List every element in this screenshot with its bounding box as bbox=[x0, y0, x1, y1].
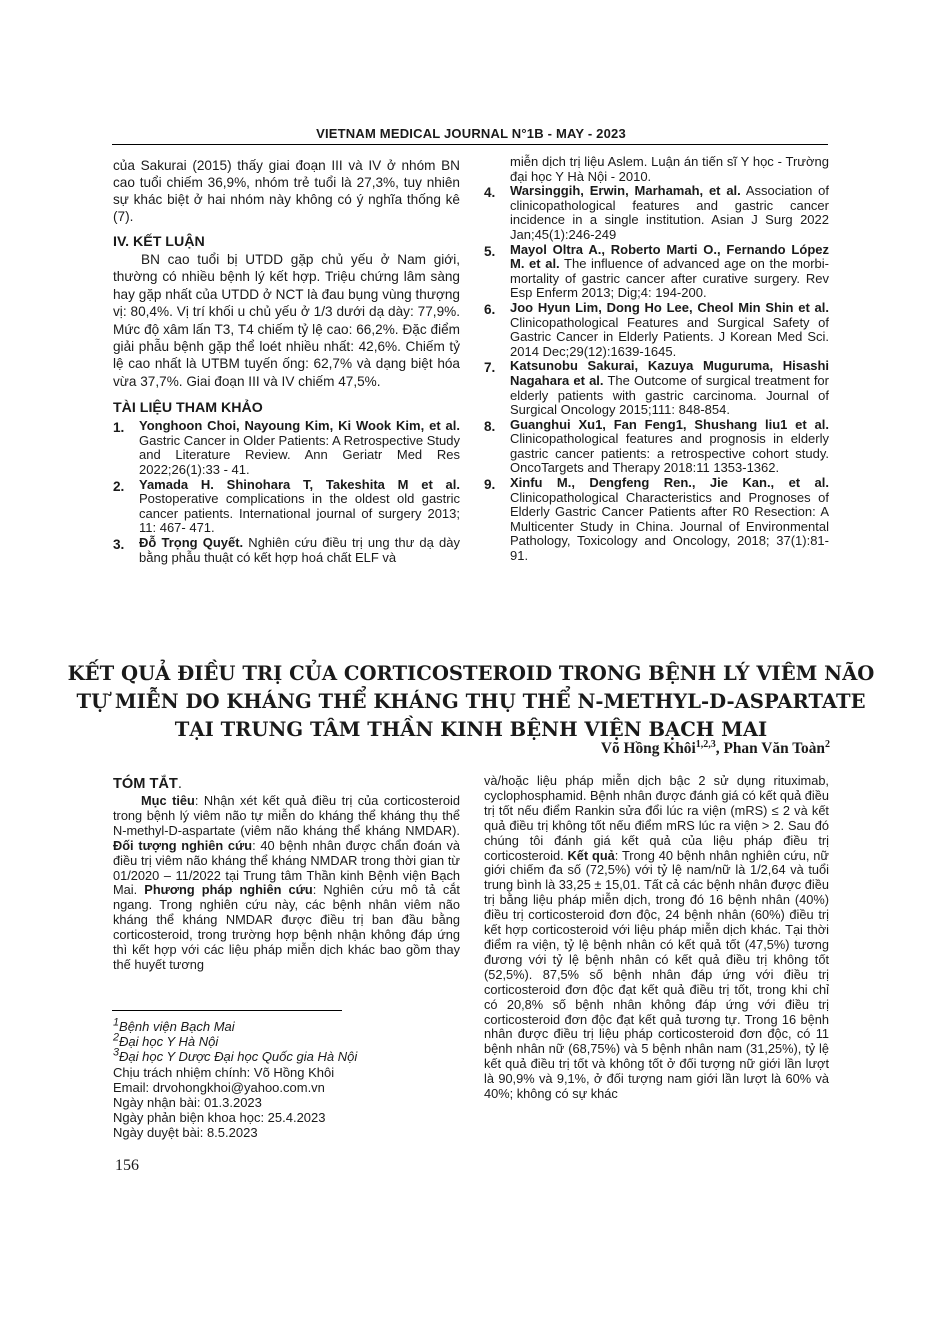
reference-item bbox=[484, 418, 829, 476]
reference-number: 2. bbox=[113, 478, 125, 494]
reference-number: 1. bbox=[113, 420, 125, 436]
reference-authors: Đỗ Trọng Quyết. bbox=[139, 535, 244, 550]
affiliation-superscript: 2 bbox=[825, 738, 830, 750]
label-results: Kết quả bbox=[567, 847, 615, 863]
reference-authors: Warsinggih, Erwin, Marhamah, et al. bbox=[510, 183, 741, 199]
reference-authors: Guanghui Xu1, Fan Feng1, Shushang liu1 et al. bbox=[510, 416, 829, 432]
reference-text: The Outcome of surgical treatment for elderly patients with gastric carcinoma. Journal of Surgical Oncology 2015;111: 848-854. bbox=[510, 372, 829, 418]
footnote-rule bbox=[112, 1010, 342, 1011]
reference-item bbox=[113, 419, 460, 477]
label-methods: Phương pháp nghiên cứu bbox=[144, 882, 313, 898]
reference-text: Gastric Cancer in Older Patients: A Retrospective Study and Literature Review. Ann Geriatr Med Res 2022;26(1):33 - 41. bbox=[139, 432, 460, 478]
article-title bbox=[60, 660, 882, 744]
author-name: Võ Hồng Khôi bbox=[600, 740, 696, 757]
reference-text: Clinicopathological Features and Surgical Safety of Gastric Cancer in Elderly Patients. J Korean Med Sci. 2014 Dec;29(12):1639-1645. bbox=[510, 314, 829, 359]
conclusion-text: BN cao tuổi bị UTDD gặp chủ yếu ở Nam giới, thường có nhiều bệnh lý kết hợp. Triệu chứng lâm sàng hay gặp nhất của UTDD ở NCT là đau bụng vùng thượng vị: 80,4%. Vị trí khối u chủ yếu ở 1/3 dưới dạ dày: 77,9%. Mức độ xâm lấn T3, T4 chiếm tỷ lệ cao: 66,2%. Đặc điểm giải phẫu bệnh gặp thể loét nhiều nhất: 42,6%. Chiếm tỷ lệ cao nhất là UTBM tuyến ống: 62,7% và dạng biệt hóa vừa 37,7%. Giai đoạn III và IV chiếm 47,5%. bbox=[113, 252, 460, 389]
reference-number: 9. bbox=[484, 477, 496, 493]
abstract-heading: TÓM TẮT. bbox=[113, 776, 182, 792]
corresponding-email[interactable]: Email: drvohongkhoi@yahoo.com.vn bbox=[113, 1079, 325, 1095]
reference-list-right bbox=[484, 184, 829, 563]
reference-authors: Katsunobu Sakurai, Kazuya Muguruma, Hisashi Nagahara et al. bbox=[510, 358, 829, 388]
label-objective: Mục tiêu bbox=[141, 793, 195, 808]
reference-item bbox=[484, 476, 829, 564]
title-line: TẠI TRUNG TÂM THẦN KINH BỆNH VIỆN BẠCH MAI bbox=[174, 718, 768, 741]
reference-authors: Yonghoon Choi, Nayoung Kim, Ki Wook Kim, et al. bbox=[139, 418, 460, 434]
author-separator: , bbox=[715, 740, 724, 757]
footnote-affiliation: $^3$Đại học Y Dược Đại học Quốc gia Hà Nội bbox=[113, 1047, 358, 1065]
reference-text: Association of clinicopathological features and gastric cancer incidence in a single institution. Asian J Surg 2022 Jan;45(1):246-249 bbox=[510, 183, 829, 242]
footnotes bbox=[113, 1016, 460, 1141]
affiliation-superscript: 1,2,3 bbox=[695, 738, 716, 750]
reference-number: 4. bbox=[484, 185, 496, 201]
footnote-affiliation: $^1$Bệnh viện Bạch Mai bbox=[113, 1016, 235, 1034]
reference-number: 3. bbox=[113, 537, 125, 552]
author-name: Phan Văn Toàn bbox=[723, 740, 825, 757]
reference-number: 8. bbox=[484, 418, 496, 434]
abstract-right: và/hoặc liệu pháp miễn dịch bậc 2 sử dụng rituximab, cyclophosphamid. Bệnh nhân được đánh giá có kết quả điều trị tốt nếu điểm Rankin sửa đổi lúc ra viện (mRS) ≤ 2 và kết quả điều trị không tốt nếu điểm mRS lúc ra viện > 2. Sau đó chúng tôi đánh giá kết quả của liệu pháp điều trị corticosteroid. Kết quả: Trong 40 bệnh nhân nghiên cứu, nữ giới chiếm đa số (72,5%) với tỷ lệ nam/nữ là 1/2,64 và tuổi trung bình là 33,25 ± 15,01. Tất cả các bệnh nhân được điều trị bằng liệu pháp miễn dịch, trong đó 16 bệnh nhân (40%) điều trị corticosteroid đơn độc, 24 bệnh nhân (60%) điều trị kết hợp corticosteroid với liệu pháp miễn dịch khác. Tại thời điểm ra viện, tỷ lệ bệnh nhân có kết quả tốt (47,5%) tương đương với tỷ lệ bệnh nhân có kết quả điều trị không tốt (52,5%). 87,5% số bệnh nhân đáp ứng với điều trị corticosteroid đơn độc đạt kết quả điều trị tốt, trong khi chỉ có 20,8% số bệnh nhân không đáp ứng với điều trị corticosteroid đơn độc đạt kết quả tương tự. Trong 16 bệnh nhân được điều trị liệu pháp corticosteroid đơn độc, có 11 bệnh nhân nữ (68,75%) và 5 bệnh nhân nam (31,25%), tỷ lệ kết quả điều trị tốt và không tốt ở đối tượng nữ giới lần lượt là 90,9% và 9,1%, ở đối tượng nam giới lần lượt là 60% và 40%; không có sự khác bbox=[484, 773, 829, 1102]
reference-text: Clinicopathological features and prognosis in elderly gastric cancer patients: a retrospective cohort study. OncoTargets and Therapy 2018:11 1353-1362. bbox=[510, 431, 829, 476]
reference-text: Clinicopathological Characteristics and Prognoses of Elderly Gastric Cancer Patients after R0 Resection: A Multicenter Study in China. Journal of Environmental Pathology, Toxicology and Oncology, 2018; 37(1):81-91. bbox=[510, 489, 829, 564]
reference-text: Postoperative complications in the oldest old gastric cancer patients. International journal of surgery 2013; 11: 467- 471. bbox=[139, 491, 460, 536]
reference-number: 6. bbox=[484, 301, 496, 317]
reference-text: Nghiên cứu điều trị ung thư dạ dày bằng phẫu thuật có kết hợp hoá chất ELF và bbox=[139, 535, 460, 565]
reference-item bbox=[113, 478, 460, 536]
reference-item bbox=[484, 301, 829, 359]
reference-text: The influence of advanced age on the morbi-mortality of gastric cancer after curative surgery. Rev Esp Enferm 2013; Dig;4: 194-200. bbox=[510, 256, 829, 301]
abstract-body: Mục tiêu: Nhận xét kết quả điều trị của corticosteroid trong bệnh lý viêm não tự miễn do kháng thể kháng thụ thể N-methyl-D-aspartate (viêm não kháng thể kháng NMDAR). Đối tượng nghiên cứu: 40 bệnh nhân được chẩn đoán và điều trị viêm não kháng thể kháng NMDAR trong thời gian từ 01/2020 – 11/2022 tại Trung tâm Thần kinh Bệnh viện Bạch Mai. Phương pháp nghiên cứu: Nghiên cứu mô tả cắt ngang. Trong nghiên cứu này, các bệnh nhân viêm não kháng thể kháng NMDAR được điều trị ban đầu bằng corticosteroid, trong trường hợp bệnh nhận không đáp ứng thì kết hợp với các liệu pháp miễn dịch khác bao gồm thay thế huyết tương bbox=[113, 793, 461, 972]
left-top-column bbox=[113, 157, 460, 565]
reference-number: 5. bbox=[484, 243, 496, 259]
corresponding-author: Chịu trách nhiệm chính: Võ Hồng Khôi bbox=[113, 1064, 335, 1080]
reference-authors: Mayol Oltra A., Roberto Marti O., Fernando López M. et al. bbox=[510, 241, 829, 272]
date-accepted: Ngày duyệt bài: 8.5.2023 bbox=[113, 1125, 258, 1141]
reference-list-left bbox=[113, 419, 460, 565]
reference-item bbox=[113, 536, 460, 565]
author-line bbox=[601, 740, 830, 758]
reference-continued: miễn dịch trị liệu Aslem. Luận án tiến sĩ Y học - Trường đại học Y Hà Nội - 2010. bbox=[510, 154, 829, 184]
reference-number: 7. bbox=[484, 360, 496, 376]
conclusion-heading: IV. KẾT LUẬN bbox=[113, 234, 205, 250]
paragraph-continued: của Sakurai (2015) thấy giai đoạn III và IV ở nhóm BN cao tuổi chiếm 36,9%, nhóm trẻ tuổi là 27,3%, tuy nhiên sự khác biệt ở hai nhóm này không có ý nghĩa thống kê (7). bbox=[113, 158, 460, 224]
title-line: KẾT QUẢ ĐIỀU TRỊ CỦA CORTICOSTEROID TRONG BỆNH LÝ VIÊM NÃO bbox=[67, 662, 875, 685]
journal-header: VIETNAM MEDICAL JOURNAL N°1B - MAY - 2023 bbox=[316, 126, 626, 141]
reference-authors: Xinfu M., Dengfeng Ren., Jie Kan., et al. bbox=[510, 475, 829, 491]
title-line: TỰ MIỄN DO KHÁNG THỂ KHÁNG THỤ THỂ N-METHYL-D-ASPARTATE bbox=[76, 690, 866, 713]
reference-authors: Yamada H. Shinohara T, Takeshita M et al. bbox=[139, 476, 460, 492]
header-rule bbox=[112, 144, 828, 145]
label-subjects: Đối tượng nghiên cứu bbox=[113, 837, 253, 853]
reference-authors: Joo Hyun Lim, Dong Ho Lee, Cheol Min Shin et al. bbox=[510, 299, 829, 315]
reference-item bbox=[484, 243, 829, 301]
footnote-affiliation: $^2$Đại học Y Hà Nội bbox=[113, 1031, 219, 1050]
date-reviewed: Ngày phản biện khoa học: 25.4.2023 bbox=[113, 1110, 326, 1126]
abstract-left bbox=[113, 776, 460, 973]
page-number: 156 bbox=[115, 1157, 139, 1174]
reference-item bbox=[484, 184, 829, 242]
reference-item bbox=[484, 359, 829, 417]
right-top-column bbox=[484, 155, 829, 564]
date-received: Ngày nhận bài: 01.3.2023 bbox=[113, 1095, 262, 1111]
references-heading: TÀI LIỆU THAM KHẢO bbox=[113, 400, 263, 417]
